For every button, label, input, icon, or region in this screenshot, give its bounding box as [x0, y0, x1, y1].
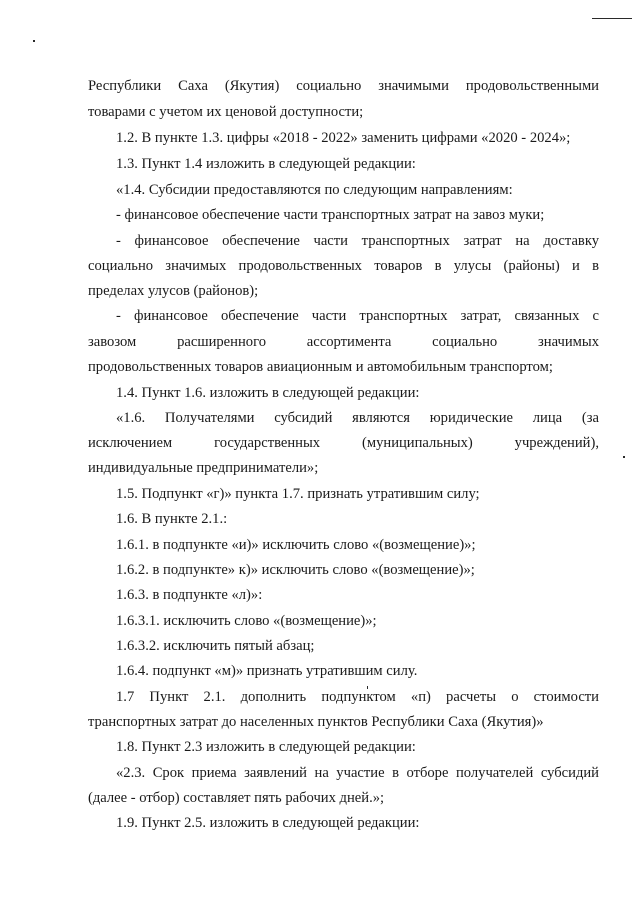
text-line: «1.4. Субсидии предоставляются по следующим направлениям: [116, 182, 513, 198]
scan-mark-top-right [592, 18, 632, 19]
text-line: 1.6.3. в подпункте «л)»: [116, 587, 263, 603]
text-line: - финансовое обеспечение части транспортных затрат на завоз муки; [116, 207, 545, 223]
scan-dot-left [33, 40, 35, 42]
text-line: продовольственных товаров авиационным и автомобильным транспортом; [88, 359, 553, 375]
text-line: 1.2. В пункте 1.3. цифры «2018 - 2022» заменить цифрами «2020 - 2024»; [116, 130, 571, 146]
text-line: товарами с учетом их ценовой доступности; [88, 104, 364, 120]
text-line: исключением государственных (муниципальных) учреждений), [88, 435, 599, 451]
text-line: 1.6.4. подпункт «м)» признать утратившим силу. [116, 663, 418, 679]
text-line: «1.6. Получателями субсидий являются юридические лица (за [116, 410, 599, 426]
scan-dot-right [623, 456, 625, 458]
text-line: 1.7 Пункт 2.1. дополнить подпунктом «п) расчеты о стоимости [116, 689, 599, 705]
text-line: социально значимых продовольственных товаров в улусы (районы) и в [88, 258, 599, 274]
text-line: 1.8. Пункт 2.3 изложить в следующей редакции: [116, 739, 416, 755]
text-line: Республики Саха (Якутия) социально значимыми продовольственными [88, 78, 599, 94]
text-line: - финансовое обеспечение части транспортных затрат, связанных с [116, 308, 599, 324]
text-line: 1.6.2. в подпункте» к)» исключить слово «(возмещение)»; [116, 562, 475, 578]
text-line: 1.6.1. в подпункте «и)» исключить слово «(возмещение)»; [116, 537, 476, 553]
text-line: (далее - отбор) составляет пять рабочих дней.»; [88, 790, 385, 806]
text-line: «2.3. Срок приема заявлений на участие в отборе получателей субсидий [116, 765, 599, 781]
text-line: транспортных затрат до населенных пунктов Республики Саха (Якутия)» [88, 714, 544, 730]
text-line: 1.4. Пункт 1.6. изложить в следующей редакции: [116, 385, 420, 401]
text-line: завозом расширенного ассортимента социально значимых [88, 334, 599, 350]
text-line: 1.6. В пункте 2.1.: [116, 511, 228, 527]
text-line: пределах улусов (районов); [88, 283, 259, 299]
text-line: 1.6.3.2. исключить пятый абзац; [116, 638, 315, 654]
text-line: 1.3. Пункт 1.4 изложить в следующей редакции: [116, 156, 416, 172]
text-line: индивидуальные предприниматели»; [88, 460, 319, 476]
text-line: 1.5. Подпункт «г)» пункта 1.7. признать утратившим силу; [116, 486, 480, 502]
text-line: 1.9. Пункт 2.5. изложить в следующей редакции: [116, 815, 420, 831]
text-line: 1.6.3.1. исключить слово «(возмещение)»; [116, 613, 377, 629]
text-line: - финансовое обеспечение части транспортных затрат на доставку [116, 233, 599, 249]
